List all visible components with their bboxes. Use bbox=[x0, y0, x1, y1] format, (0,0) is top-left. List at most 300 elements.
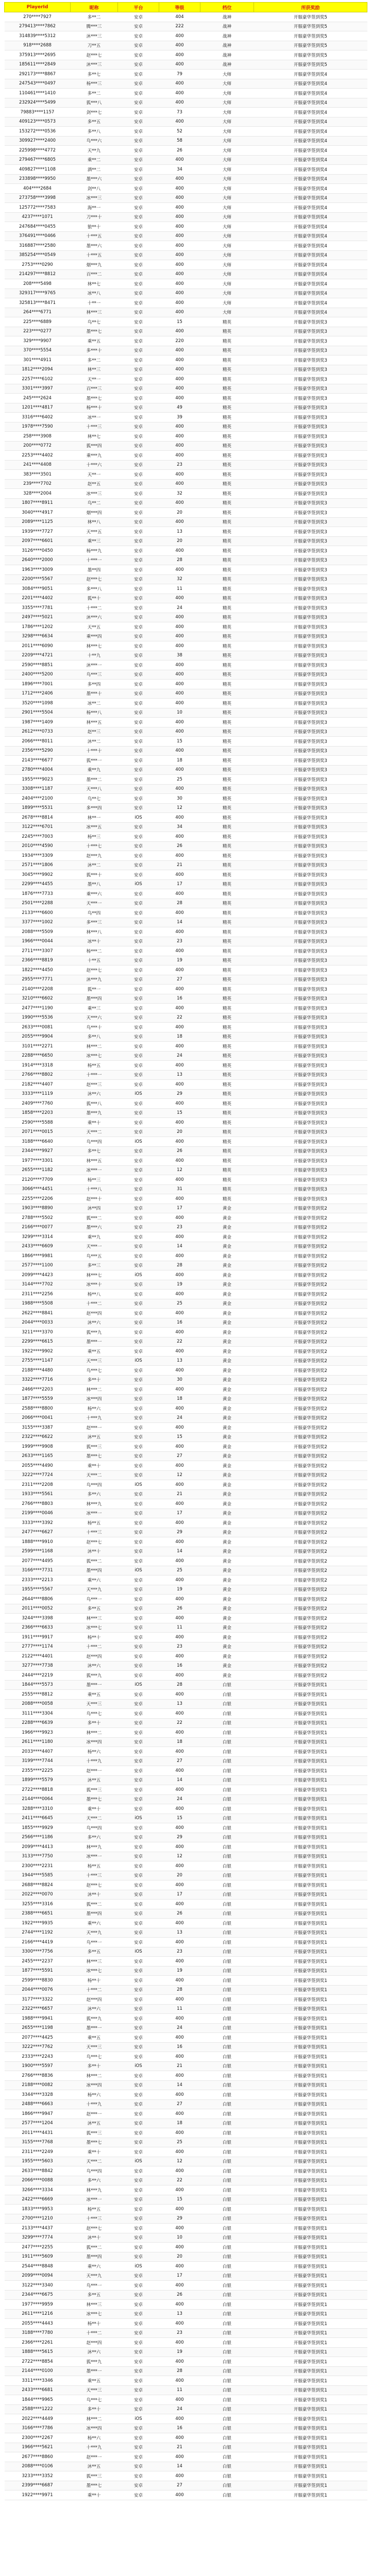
cell-player-id: 3122****6701 bbox=[5, 822, 71, 832]
cell-level: 14 bbox=[159, 2462, 200, 2471]
cell-nickname: 冰***七 bbox=[71, 1623, 118, 1633]
cell-level: 17 bbox=[159, 1204, 200, 1213]
cell-level: 400 bbox=[159, 2128, 200, 2138]
cell-reward: 开服豪华签到奖1 bbox=[254, 2452, 367, 2462]
cell-tier: 黄金 bbox=[200, 1556, 254, 1566]
table-row bbox=[5, 1718, 367, 1728]
cell-reward: 开服豪华签到奖3 bbox=[254, 327, 367, 336]
cell-reward: 开服豪华签到奖5 bbox=[254, 41, 367, 50]
cell-level: 400 bbox=[159, 622, 200, 632]
cell-platform: 安卓 bbox=[118, 2395, 159, 2405]
cell-reward: 开服豪华签到奖3 bbox=[254, 317, 367, 327]
cell-platform: 安卓 bbox=[118, 1861, 159, 1871]
cell-level: 22 bbox=[159, 1718, 200, 1728]
table-row bbox=[5, 1995, 367, 2005]
table-row bbox=[5, 1480, 367, 1490]
table-row bbox=[5, 1938, 367, 1947]
cell-platform: 安卓 bbox=[118, 1146, 159, 1156]
cell-player-id: 223****0277 bbox=[5, 327, 71, 336]
cell-player-id: 2409****7760 bbox=[5, 1099, 71, 1109]
cell-reward: 开服豪华签到奖2 bbox=[254, 1223, 367, 1232]
cell-level: 22 bbox=[159, 1013, 200, 1023]
cell-platform: 安卓 bbox=[118, 632, 159, 641]
cell-reward: 开服豪华签到奖1 bbox=[254, 1947, 367, 1957]
cell-nickname: 多**十 bbox=[71, 2404, 118, 2414]
cell-player-id: 3101****2271 bbox=[5, 1042, 71, 1052]
cell-platform: 安卓 bbox=[118, 1794, 159, 1804]
cell-nickname: 杨**十 bbox=[71, 1976, 118, 1986]
cell-level: 220 bbox=[159, 336, 200, 346]
cell-player-id: 3277****7738 bbox=[5, 1661, 71, 1671]
cell-player-id: 2655****1198 bbox=[5, 2023, 71, 2033]
cell-player-id: 1903****8890 bbox=[5, 1204, 71, 1213]
cell-player-id: 2566****1186 bbox=[5, 1833, 71, 1842]
table-row bbox=[5, 756, 367, 766]
cell-tier: 白银 bbox=[200, 1995, 254, 2005]
cell-tier: 白银 bbox=[200, 2385, 254, 2395]
cell-platform: iOS bbox=[118, 1680, 159, 1690]
cell-nickname: 多**八 bbox=[71, 1032, 118, 1042]
cell-platform: 安卓 bbox=[118, 508, 159, 518]
cell-player-id: 2188****0082 bbox=[5, 2080, 71, 2090]
cell-nickname: 沐**十 bbox=[71, 1890, 118, 1900]
cell-nickname: 沐**六 bbox=[71, 2347, 118, 2357]
cell-tier: 精英 bbox=[200, 422, 254, 432]
cell-level: 21 bbox=[159, 860, 200, 870]
table-row bbox=[5, 2052, 367, 2062]
table-row bbox=[5, 2090, 367, 2100]
cell-player-id: 2099****0094 bbox=[5, 2271, 71, 2281]
cell-nickname: 十**九 bbox=[71, 651, 118, 660]
cell-platform: 安卓 bbox=[118, 451, 159, 461]
cell-nickname: 乘**六 bbox=[71, 2262, 118, 2272]
cell-tier: 白银 bbox=[200, 1852, 254, 1861]
cell-reward: 开服豪华签到奖1 bbox=[254, 1852, 367, 1861]
cell-player-id: 2133****4437 bbox=[5, 2224, 71, 2233]
cell-reward: 开服豪华签到奖3 bbox=[254, 841, 367, 851]
cell-reward: 开服豪华签到奖3 bbox=[254, 975, 367, 985]
cell-nickname: 多**五 bbox=[71, 2290, 118, 2300]
cell-platform: 安卓 bbox=[118, 222, 159, 232]
cell-level: 400 bbox=[159, 1366, 200, 1376]
cell-tier: 黄金 bbox=[200, 1470, 254, 1480]
cell-nickname: 冰***四 bbox=[71, 1737, 118, 1747]
cell-nickname: 墨***一 bbox=[71, 1680, 118, 1690]
cell-tier: 精英 bbox=[200, 346, 254, 355]
cell-reward: 开服豪华签到奖1 bbox=[254, 2414, 367, 2424]
cell-level: 400 bbox=[159, 117, 200, 127]
cell-nickname: 鸟***七 bbox=[71, 1709, 118, 1719]
cell-reward: 开服豪华签到奖3 bbox=[254, 1108, 367, 1118]
cell-nickname: 多**六 bbox=[71, 1833, 118, 1842]
cell-tier: 精英 bbox=[200, 1089, 254, 1099]
cell-nickname: 剑***七 bbox=[71, 108, 118, 117]
cell-platform: 安卓 bbox=[118, 1213, 159, 1223]
cell-reward: 开服豪华签到奖4 bbox=[254, 298, 367, 308]
cell-platform: 安卓 bbox=[118, 2338, 159, 2348]
cell-reward: 开服豪华签到奖1 bbox=[254, 2262, 367, 2272]
cell-level: 400 bbox=[159, 2281, 200, 2291]
cell-reward: 开服豪华签到奖1 bbox=[254, 2300, 367, 2310]
table-row bbox=[5, 746, 367, 756]
cell-nickname: 冰***一 bbox=[71, 1509, 118, 1518]
cell-reward: 开服豪华签到奖1 bbox=[254, 2443, 367, 2452]
cell-nickname: 鸟**七 bbox=[71, 794, 118, 804]
cell-level: 400 bbox=[159, 289, 200, 298]
cell-reward: 开服豪华签到奖3 bbox=[254, 375, 367, 384]
cell-reward: 开服豪华签到奖2 bbox=[254, 1671, 367, 1681]
cell-tier: 黄金 bbox=[200, 1461, 254, 1471]
cell-platform: 安卓 bbox=[118, 203, 159, 213]
table-row bbox=[5, 1375, 367, 1385]
cell-platform: 安卓 bbox=[118, 2281, 159, 2291]
cell-reward: 开服豪华签到奖2 bbox=[254, 1661, 367, 1671]
cell-player-id: 2612****0733 bbox=[5, 727, 71, 737]
cell-platform: 安卓 bbox=[118, 660, 159, 670]
cell-tier: 黄金 bbox=[200, 1375, 254, 1385]
cell-reward: 开服豪华签到奖2 bbox=[254, 1270, 367, 1280]
cell-nickname: 冰***十 bbox=[71, 1280, 118, 1290]
cell-platform: iOS bbox=[118, 1566, 159, 1575]
cell-reward: 开服豪华签到奖1 bbox=[254, 2061, 367, 2071]
cell-reward: 开服豪华签到奖1 bbox=[254, 1985, 367, 1995]
cell-platform: 安卓 bbox=[118, 1509, 159, 1518]
cell-platform: 安卓 bbox=[118, 908, 159, 918]
cell-nickname: 狐***四 bbox=[71, 441, 118, 451]
cell-tier: 黄金 bbox=[200, 1671, 254, 1681]
cell-level: 27 bbox=[159, 1756, 200, 1766]
cell-level: 400 bbox=[159, 1785, 200, 1795]
cell-level: 26 bbox=[159, 1604, 200, 1614]
cell-player-id: 328****2004 bbox=[5, 489, 71, 499]
cell-platform: 安卓 bbox=[118, 1671, 159, 1681]
cell-level: 400 bbox=[159, 2109, 200, 2119]
cell-player-id: 1786****1202 bbox=[5, 622, 71, 632]
cell-platform: 安卓 bbox=[118, 784, 159, 794]
cell-player-id: 1866****9947 bbox=[5, 2109, 71, 2119]
cell-level: 400 bbox=[159, 908, 200, 918]
cell-platform: iOS bbox=[118, 1356, 159, 1366]
cell-platform: 安卓 bbox=[118, 241, 159, 251]
cell-nickname: 林***二 bbox=[71, 2071, 118, 2081]
cell-reward: 开服豪华签到奖1 bbox=[254, 2357, 367, 2367]
cell-tier: 白银 bbox=[200, 2281, 254, 2291]
table-row bbox=[5, 1013, 367, 1023]
cell-reward: 开服豪华签到奖2 bbox=[254, 1604, 367, 1614]
cell-tier: 精英 bbox=[200, 470, 254, 480]
table-row bbox=[5, 1080, 367, 1090]
cell-tier: 精英 bbox=[200, 994, 254, 1004]
cell-nickname: 十***二 bbox=[71, 1985, 118, 1995]
cell-nickname: 林***九 bbox=[71, 1499, 118, 1509]
cell-level: 400 bbox=[159, 1995, 200, 2005]
cell-reward: 开服豪华签到奖4 bbox=[254, 108, 367, 117]
table-row bbox=[5, 60, 367, 70]
cell-tier: 黄金 bbox=[200, 1432, 254, 1442]
cell-reward: 开服豪华签到奖2 bbox=[254, 1328, 367, 1337]
cell-reward: 开服豪华签到奖3 bbox=[254, 565, 367, 575]
cell-platform: 安卓 bbox=[118, 2252, 159, 2262]
table-row bbox=[5, 2071, 367, 2081]
cell-tier: 白银 bbox=[200, 2166, 254, 2176]
cell-nickname: 天***六 bbox=[71, 1013, 118, 1023]
cell-player-id: 2753****0290 bbox=[5, 260, 71, 270]
cell-reward: 开服豪华签到奖1 bbox=[254, 2481, 367, 2490]
cell-tier: 精英 bbox=[200, 1099, 254, 1109]
cell-player-id: 245****2624 bbox=[5, 394, 71, 403]
cell-tier: 黄金 bbox=[200, 1585, 254, 1595]
cell-level: 400 bbox=[159, 394, 200, 403]
cell-player-id: 279467****6805 bbox=[5, 155, 71, 165]
cell-tier: 战神 bbox=[200, 22, 254, 31]
cell-level: 400 bbox=[159, 31, 200, 41]
cell-platform: 安卓 bbox=[118, 2443, 159, 2452]
cell-level: 400 bbox=[159, 50, 200, 60]
table-row bbox=[5, 1461, 367, 1471]
table-row bbox=[5, 908, 367, 918]
cell-reward: 开服豪华签到奖1 bbox=[254, 2138, 367, 2147]
cell-platform: 安卓 bbox=[118, 1347, 159, 1357]
cell-level: 20 bbox=[159, 2252, 200, 2262]
cell-tier: 大师 bbox=[200, 98, 254, 108]
cell-tier: 黄金 bbox=[200, 1528, 254, 1537]
table-row bbox=[5, 1947, 367, 1957]
cell-level: 400 bbox=[159, 250, 200, 260]
cell-tier: 白银 bbox=[200, 2214, 254, 2224]
cell-nickname: 乘**三 bbox=[71, 536, 118, 546]
cell-reward: 开服豪华签到奖1 bbox=[254, 2309, 367, 2319]
cell-player-id: 2633****0081 bbox=[5, 1023, 71, 1032]
table-row bbox=[5, 2214, 367, 2224]
table-row bbox=[5, 279, 367, 289]
table-row bbox=[5, 2385, 367, 2395]
cell-level: 26 bbox=[159, 841, 200, 851]
cell-tier: 精英 bbox=[200, 375, 254, 384]
cell-tier: 精英 bbox=[200, 699, 254, 708]
cell-tier: 精英 bbox=[200, 1137, 254, 1147]
cell-level: 29 bbox=[159, 1833, 200, 1842]
table-row bbox=[5, 1690, 367, 1700]
cell-level: 400 bbox=[159, 432, 200, 442]
cell-player-id: 1888****5615 bbox=[5, 2347, 71, 2357]
cell-player-id: 2044****0033 bbox=[5, 1318, 71, 1328]
cell-reward: 开服豪华签到奖2 bbox=[254, 1423, 367, 1433]
cell-level: 400 bbox=[159, 1099, 200, 1109]
cell-nickname: 十***一 bbox=[71, 1070, 118, 1080]
cell-player-id: 3111****3304 bbox=[5, 1709, 71, 1719]
cell-level: 400 bbox=[159, 689, 200, 699]
cell-platform: 安卓 bbox=[118, 1099, 159, 1109]
cell-nickname: 多***十 bbox=[71, 346, 118, 355]
cell-nickname: 鸟***七 bbox=[71, 2052, 118, 2062]
cell-reward: 开服豪华签到奖4 bbox=[254, 70, 367, 79]
table-row bbox=[5, 375, 367, 384]
cell-reward: 开服豪华签到奖4 bbox=[254, 146, 367, 156]
cell-reward: 开服豪华签到奖1 bbox=[254, 2424, 367, 2433]
table-row bbox=[5, 250, 367, 260]
cell-level: 26 bbox=[159, 1146, 200, 1156]
cell-reward: 开服豪华签到奖3 bbox=[254, 498, 367, 508]
cell-nickname: 乘***四 bbox=[71, 632, 118, 641]
cell-nickname: 狐***十 bbox=[71, 870, 118, 880]
cell-nickname: 林***八 bbox=[71, 927, 118, 937]
cell-reward: 开服豪华签到奖1 bbox=[254, 2099, 367, 2109]
cell-level: 400 bbox=[159, 174, 200, 184]
table-row bbox=[5, 1566, 367, 1575]
cell-level: 25 bbox=[159, 1299, 200, 1309]
cell-nickname: 墨***二 bbox=[71, 775, 118, 785]
cell-platform: 安卓 bbox=[118, 1299, 159, 1309]
cell-player-id: 3155****7768 bbox=[5, 2138, 71, 2147]
cell-platform: 安卓 bbox=[118, 2042, 159, 2052]
cell-reward: 开服豪华签到奖2 bbox=[254, 1509, 367, 1518]
cell-platform: 安卓 bbox=[118, 680, 159, 689]
cell-nickname: 天**一 bbox=[71, 375, 118, 384]
cell-player-id: 2344****9927 bbox=[5, 1146, 71, 1156]
table-row bbox=[5, 413, 367, 422]
cell-platform: 安卓 bbox=[118, 193, 159, 203]
header-platform: 平台 bbox=[118, 3, 159, 12]
cell-reward: 开服豪华签到奖1 bbox=[254, 1690, 367, 1700]
cell-player-id: 3144****7702 bbox=[5, 1280, 71, 1290]
cell-platform: iOS bbox=[118, 1480, 159, 1490]
cell-player-id: 1934****3309 bbox=[5, 851, 71, 861]
cell-reward: 开服豪华签到奖1 bbox=[254, 2490, 367, 2500]
cell-reward: 开服豪华签到奖1 bbox=[254, 2004, 367, 2014]
cell-player-id: 3166****7786 bbox=[5, 2424, 71, 2433]
cell-reward: 开服豪华签到奖4 bbox=[254, 193, 367, 203]
cell-platform: 安卓 bbox=[118, 269, 159, 279]
cell-tier: 精英 bbox=[200, 689, 254, 699]
cell-player-id: 2433****6609 bbox=[5, 1242, 71, 1251]
cell-nickname: 狐***八 bbox=[71, 1099, 118, 1109]
table-row bbox=[5, 1623, 367, 1633]
cell-level: 404 bbox=[159, 12, 200, 22]
cell-tier: 白银 bbox=[200, 2052, 254, 2062]
cell-level: 17 bbox=[159, 879, 200, 889]
cell-player-id: 232924****5499 bbox=[5, 98, 71, 108]
cell-tier: 黄金 bbox=[200, 1537, 254, 1547]
cell-player-id: 2143****6677 bbox=[5, 756, 71, 766]
cell-tier: 白银 bbox=[200, 2157, 254, 2166]
cell-nickname: 十***九 bbox=[71, 2443, 118, 2452]
cell-tier: 精英 bbox=[200, 889, 254, 899]
cell-tier: 白银 bbox=[200, 1947, 254, 1957]
cell-level: 400 bbox=[159, 241, 200, 251]
cell-platform: iOS bbox=[118, 1947, 159, 1957]
table-row bbox=[5, 1652, 367, 1662]
cell-platform: 安卓 bbox=[118, 2147, 159, 2157]
table-row bbox=[5, 1299, 367, 1309]
table-row bbox=[5, 2004, 367, 2014]
cell-tier: 大师 bbox=[200, 184, 254, 194]
cell-reward: 开服豪华签到奖3 bbox=[254, 908, 367, 918]
cell-level: 400 bbox=[159, 355, 200, 365]
cell-nickname: 天***八 bbox=[71, 784, 118, 794]
cell-player-id: 2404****2100 bbox=[5, 794, 71, 804]
cell-platform: 安卓 bbox=[118, 1070, 159, 1080]
cell-nickname: 十***九 bbox=[71, 1756, 118, 1766]
cell-nickname: 多**十 bbox=[71, 1375, 118, 1385]
cell-platform: 安卓 bbox=[118, 1890, 159, 1900]
cell-reward: 开服豪华签到奖3 bbox=[254, 784, 367, 794]
cell-reward: 开服豪华签到奖1 bbox=[254, 2243, 367, 2252]
cell-player-id: 3299****7774 bbox=[5, 2233, 71, 2243]
cell-reward: 开服豪华签到奖1 bbox=[254, 2166, 367, 2176]
cell-level: 25 bbox=[159, 2138, 200, 2147]
cell-level: 23 bbox=[159, 460, 200, 470]
cell-platform: 安卓 bbox=[118, 1309, 159, 1318]
cell-platform: 安卓 bbox=[118, 860, 159, 870]
cell-level: 400 bbox=[159, 680, 200, 689]
cell-player-id: 2780****4004 bbox=[5, 765, 71, 775]
table-row bbox=[5, 603, 367, 613]
cell-platform: 安卓 bbox=[118, 1585, 159, 1595]
cell-reward: 开服豪华签到奖3 bbox=[254, 603, 367, 613]
cell-player-id: 370****5554 bbox=[5, 346, 71, 355]
cell-tier: 精英 bbox=[200, 489, 254, 499]
cell-platform: 安卓 bbox=[118, 432, 159, 442]
cell-level: 400 bbox=[159, 193, 200, 203]
cell-platform: 安卓 bbox=[118, 918, 159, 927]
cell-tier: 白银 bbox=[200, 2185, 254, 2195]
cell-reward: 开服豪华签到奖3 bbox=[254, 832, 367, 842]
cell-reward: 开服豪华签到奖1 bbox=[254, 2433, 367, 2443]
cell-reward: 开服豪华签到奖3 bbox=[254, 756, 367, 766]
cell-platform: 安卓 bbox=[118, 2166, 159, 2176]
cell-player-id: 1888****9910 bbox=[5, 1537, 71, 1547]
cell-level: 30 bbox=[159, 1375, 200, 1385]
cell-level: 16 bbox=[159, 2042, 200, 2052]
cell-level: 19 bbox=[159, 1585, 200, 1595]
cell-nickname: 多**二 bbox=[71, 12, 118, 22]
cell-tier: 精英 bbox=[200, 641, 254, 651]
cell-tier: 精英 bbox=[200, 546, 254, 556]
cell-player-id: 409827****1108 bbox=[5, 165, 71, 175]
cell-player-id: 2744****1192 bbox=[5, 1928, 71, 1938]
cell-nickname: 天***二 bbox=[71, 1127, 118, 1137]
table-row bbox=[5, 2271, 367, 2281]
cell-nickname: 十***五 bbox=[71, 250, 118, 260]
table-row bbox=[5, 327, 367, 336]
cell-platform: 安卓 bbox=[118, 2471, 159, 2481]
cell-nickname: 鸟**四 bbox=[71, 908, 118, 918]
table-row bbox=[5, 117, 367, 127]
cell-platform: 安卓 bbox=[118, 1661, 159, 1671]
cell-player-id: 247543****0497 bbox=[5, 79, 71, 89]
cell-player-id: 2366****6633 bbox=[5, 1623, 71, 1633]
cell-reward: 开服豪华签到奖4 bbox=[254, 279, 367, 289]
cell-reward: 开服豪华签到奖3 bbox=[254, 546, 367, 556]
cell-platform: 安卓 bbox=[118, 498, 159, 508]
cell-platform: 安卓 bbox=[118, 403, 159, 413]
cell-reward: 开服豪华签到奖2 bbox=[254, 1518, 367, 1528]
cell-platform: 安卓 bbox=[118, 727, 159, 737]
cell-tier: 大师 bbox=[200, 146, 254, 156]
table-row bbox=[5, 1785, 367, 1795]
cell-tier: 精英 bbox=[200, 870, 254, 880]
cell-reward: 开服豪华签到奖1 bbox=[254, 2319, 367, 2329]
cell-player-id: 2444****2219 bbox=[5, 1671, 71, 1681]
cell-tier: 精英 bbox=[200, 460, 254, 470]
cell-level: 400 bbox=[159, 1442, 200, 1452]
cell-tier: 黄金 bbox=[200, 1309, 254, 1318]
cell-tier: 大师 bbox=[200, 136, 254, 146]
cell-tier: 战神 bbox=[200, 60, 254, 70]
cell-level: 400 bbox=[159, 1938, 200, 1947]
cell-player-id: 1966****5621 bbox=[5, 2443, 71, 2452]
cell-nickname: 墨***六 bbox=[71, 1223, 118, 1232]
